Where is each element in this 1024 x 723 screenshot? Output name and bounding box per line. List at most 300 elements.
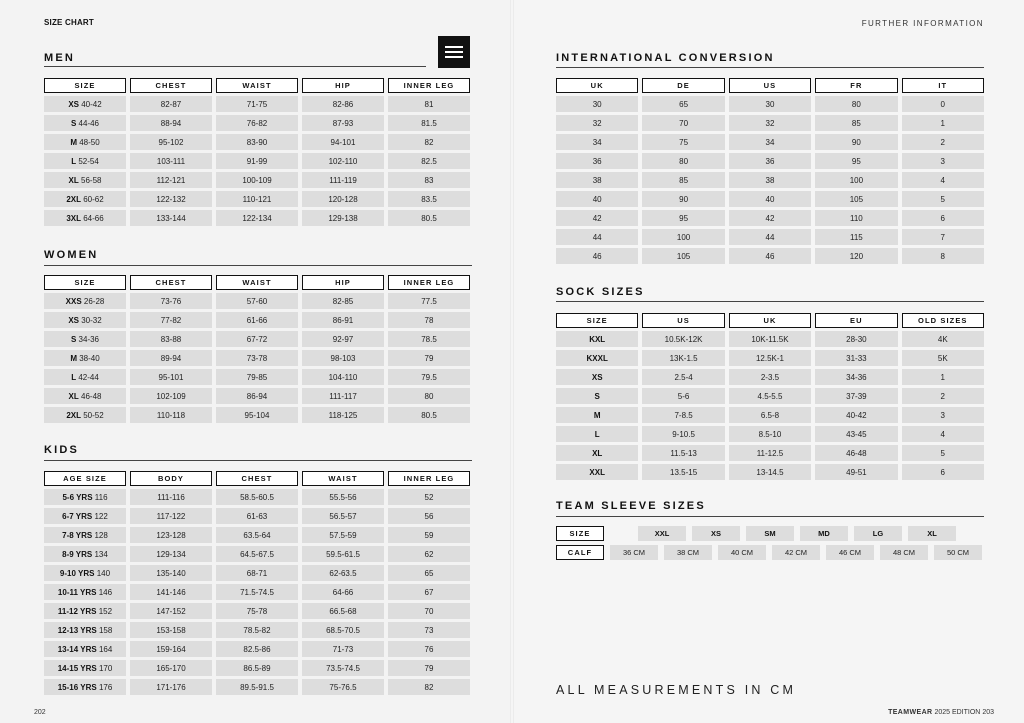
table-cell: 153-158 xyxy=(130,622,212,638)
men-col-header: HIP xyxy=(302,78,384,93)
table-cell: 129-138 xyxy=(302,210,384,226)
men-col-header: WAIST xyxy=(216,78,298,93)
women-col-header: HIP xyxy=(302,275,384,290)
table-row xyxy=(556,407,984,423)
table-cell: 79 xyxy=(388,660,470,676)
table-cell: 49-51 xyxy=(815,464,897,480)
size-range: 40-42 xyxy=(81,99,102,109)
sleeve-calf-cell: 40 CM xyxy=(718,545,766,560)
size-range: 38-40 xyxy=(79,353,100,363)
kids-size-cell xyxy=(44,622,126,638)
table-row xyxy=(44,603,470,619)
women-table xyxy=(40,272,474,426)
table-cell: 4.5-5.5 xyxy=(729,388,811,404)
size-range: 50-52 xyxy=(83,410,104,420)
table-row xyxy=(556,210,984,226)
kids-size-cell xyxy=(44,603,126,619)
women-size-cell xyxy=(44,407,126,423)
size-range: 60-62 xyxy=(83,194,104,204)
team-sleeve-sizes-title: TEAM SLEEVE SIZES xyxy=(556,500,706,512)
kids-size-cell xyxy=(44,527,126,543)
table-cell: 110-118 xyxy=(130,407,212,423)
table-cell: 147-152 xyxy=(130,603,212,619)
table-cell: 81.5 xyxy=(388,115,470,131)
table-cell xyxy=(556,426,638,442)
table-cell: 4 xyxy=(902,172,984,188)
table-cell: 55.5-56 xyxy=(302,489,384,505)
table-cell: 56 xyxy=(388,508,470,524)
socks-col-header: EU xyxy=(815,313,897,328)
page-number-right: 203 xyxy=(982,709,994,716)
size-label: S xyxy=(70,118,77,128)
table-cell: 78 xyxy=(388,312,470,328)
table-cell: 73 xyxy=(388,622,470,638)
table-cell: 82 xyxy=(388,679,470,695)
size-label: 8-9 YRS xyxy=(62,549,93,559)
table-cell: 46 xyxy=(729,248,811,264)
kids-header-row xyxy=(44,471,470,486)
women-size-cell xyxy=(44,293,126,309)
table-cell: 44 xyxy=(556,229,638,245)
size-label: 9-10 YRS xyxy=(59,568,95,578)
size-range: 56-58 xyxy=(81,175,102,185)
table-cell: 90 xyxy=(815,134,897,150)
size-label: 3XL xyxy=(66,213,81,223)
table-cell: 100 xyxy=(642,229,724,245)
size-range: 176 xyxy=(98,682,113,692)
size-range: 48-50 xyxy=(79,137,100,147)
table-row xyxy=(556,229,984,245)
table-cell: 62 xyxy=(388,546,470,562)
table-cell: 7 xyxy=(902,229,984,245)
women-size-cell xyxy=(44,388,126,404)
table-row xyxy=(44,350,470,366)
table-cell: 79 xyxy=(388,350,470,366)
intl-col-header: IT xyxy=(902,78,984,93)
table-cell: 0 xyxy=(902,96,984,112)
table-cell: 78.5 xyxy=(388,331,470,347)
menu-icon[interactable] xyxy=(438,36,470,68)
table-cell: 165-170 xyxy=(130,660,212,676)
table-row xyxy=(44,331,470,347)
table-cell: 118-125 xyxy=(302,407,384,423)
table-cell: 86.5-89 xyxy=(216,660,298,676)
table-cell xyxy=(556,331,638,347)
size-label: XXS xyxy=(65,296,82,306)
size-label: 2XL xyxy=(66,194,81,204)
sock-sizes-table xyxy=(552,310,988,483)
table-cell: 34 xyxy=(556,134,638,150)
table-cell: 95 xyxy=(815,153,897,169)
table-cell: 105 xyxy=(815,191,897,207)
table-cell: 110-121 xyxy=(216,191,298,207)
table-cell: 68.5-70.5 xyxy=(302,622,384,638)
brand-name: TEAMWEAR xyxy=(888,709,933,716)
men-size-cell xyxy=(44,172,126,188)
table-row xyxy=(44,312,470,328)
table-cell: 83-88 xyxy=(130,331,212,347)
table-row xyxy=(44,565,470,581)
page-gutter xyxy=(510,0,514,723)
men-col-header: SIZE xyxy=(44,78,126,93)
size-range: 52-54 xyxy=(78,156,99,166)
size-label: 12-13 YRS xyxy=(57,625,97,635)
table-cell: 81 xyxy=(388,96,470,112)
men-title: MEN xyxy=(44,52,76,64)
socks-col-header: UK xyxy=(729,313,811,328)
table-cell: 104-110 xyxy=(302,369,384,385)
table-cell: 2-3.5 xyxy=(729,369,811,385)
sleeve-calf-cell: 48 CM xyxy=(880,545,928,560)
table-cell: 82-87 xyxy=(130,96,212,112)
edition-label: 2025 EDITION xyxy=(934,709,981,716)
table-cell: 8 xyxy=(902,248,984,264)
table-cell: 122-134 xyxy=(216,210,298,226)
table-cell: 82-85 xyxy=(302,293,384,309)
table-cell: 36 xyxy=(556,153,638,169)
size-label: XS xyxy=(68,315,79,325)
table-row xyxy=(44,660,470,676)
table-cell: 112-121 xyxy=(130,172,212,188)
table-cell: 87-93 xyxy=(302,115,384,131)
size-label: 5-6 YRS xyxy=(62,492,93,502)
international-conversion-table xyxy=(552,75,988,267)
sleeve-size-cell: XXL xyxy=(638,526,686,541)
table-row xyxy=(556,369,984,385)
table-cell: 6 xyxy=(902,464,984,480)
table-cell: 82.5 xyxy=(388,153,470,169)
table-cell: 117-122 xyxy=(130,508,212,524)
table-cell: 38 xyxy=(556,172,638,188)
table-cell: 38 xyxy=(729,172,811,188)
table-cell: 58.5-60.5 xyxy=(216,489,298,505)
table-cell: 10.5K-12K xyxy=(642,331,724,347)
table-cell: 42 xyxy=(729,210,811,226)
women-col-header: SIZE xyxy=(44,275,126,290)
table-cell: 10K-11.5K xyxy=(729,331,811,347)
table-cell: 85 xyxy=(642,172,724,188)
table-cell: 40-42 xyxy=(815,407,897,423)
size-range: 122 xyxy=(94,511,108,521)
table-cell: 105 xyxy=(642,248,724,264)
international-rule xyxy=(556,67,984,68)
table-cell: 3 xyxy=(902,407,984,423)
table-row xyxy=(44,679,470,695)
size-label: XL xyxy=(68,175,79,185)
table-row xyxy=(44,369,470,385)
table-cell: 36 xyxy=(729,153,811,169)
table-cell: 95-102 xyxy=(130,134,212,150)
table-cell: 92-97 xyxy=(302,331,384,347)
table-cell: 4K xyxy=(902,331,984,347)
page-footer-right xyxy=(888,709,994,716)
table-cell: 63.5-64 xyxy=(216,527,298,543)
women-col-header: CHEST xyxy=(130,275,212,290)
table-cell: 32 xyxy=(556,115,638,131)
table-cell: 13.5-15 xyxy=(642,464,724,480)
table-row xyxy=(556,426,984,442)
sock-sizes-rule xyxy=(556,301,984,302)
men-rule xyxy=(44,66,426,67)
kids-size-cell xyxy=(44,489,126,505)
table-cell: 88-94 xyxy=(130,115,212,131)
men-size-cell xyxy=(44,191,126,207)
size-label: XL xyxy=(68,391,79,401)
size-label: 7-8 YRS xyxy=(62,530,93,540)
table-row xyxy=(44,134,470,150)
table-cell: 159-164 xyxy=(130,641,212,657)
table-row xyxy=(44,293,470,309)
table-cell: 2 xyxy=(902,388,984,404)
size-range: 140 xyxy=(96,568,111,578)
measurements-note: ALL MEASUREMENTS IN CM xyxy=(556,683,797,697)
table-cell: 77.5 xyxy=(388,293,470,309)
table-cell: 1 xyxy=(902,115,984,131)
table-cell: 73-76 xyxy=(130,293,212,309)
men-header-row xyxy=(44,78,470,93)
table-cell: 56.5-57 xyxy=(302,508,384,524)
table-row xyxy=(44,115,470,131)
women-size-cell xyxy=(44,312,126,328)
size-range: 64-66 xyxy=(83,213,104,223)
table-row xyxy=(556,350,984,366)
table-cell: 100 xyxy=(815,172,897,188)
table-cell: 94-101 xyxy=(302,134,384,150)
table-cell: 70 xyxy=(388,603,470,619)
size-label: L xyxy=(71,156,77,166)
table-cell: 100-109 xyxy=(216,172,298,188)
table-cell: 7-8.5 xyxy=(642,407,724,423)
kids-col-header: WAIST xyxy=(302,471,384,486)
women-header-row xyxy=(44,275,470,290)
kids-col-header: INNER LEG xyxy=(388,471,470,486)
table-cell: 43-45 xyxy=(815,426,897,442)
sleeve-size-cell: LG xyxy=(854,526,902,541)
table-cell: 37-39 xyxy=(815,388,897,404)
table-cell: 46-48 xyxy=(815,445,897,461)
table-cell: 67-72 xyxy=(216,331,298,347)
table-cell: 40 xyxy=(556,191,638,207)
women-col-header: WAIST xyxy=(216,275,298,290)
table-cell: 6.5-8 xyxy=(729,407,811,423)
table-cell: 65 xyxy=(642,96,724,112)
table-cell: 83 xyxy=(388,172,470,188)
sleeve-calf-cell: 36 CM xyxy=(610,545,658,560)
table-row xyxy=(556,153,984,169)
table-cell: 86-94 xyxy=(216,388,298,404)
table-cell: 83.5 xyxy=(388,191,470,207)
size-label: M xyxy=(593,410,601,420)
women-size-cell xyxy=(44,331,126,347)
table-cell: 85 xyxy=(815,115,897,131)
women-col-header: INNER LEG xyxy=(388,275,470,290)
size-range: 30-32 xyxy=(81,315,102,325)
size-range: 46-48 xyxy=(81,391,102,401)
table-cell: 78.5-82 xyxy=(216,622,298,638)
table-cell: 66.5-68 xyxy=(302,603,384,619)
table-cell: 80 xyxy=(815,96,897,112)
team-sleeve-rule xyxy=(556,516,984,517)
intl-col-header: UK xyxy=(556,78,638,93)
table-row xyxy=(556,464,984,480)
table-cell: 111-119 xyxy=(302,172,384,188)
size-range: 152 xyxy=(98,606,113,616)
table-cell: 80.5 xyxy=(388,407,470,423)
socks-header-row xyxy=(556,313,984,328)
table-cell: 6 xyxy=(902,210,984,226)
international-conversion-title: INTERNATIONAL CONVERSION xyxy=(556,52,775,64)
kids-title: KIDS xyxy=(44,444,80,456)
size-chart-header: SIZE CHART xyxy=(44,18,94,27)
size-label: 6-7 YRS xyxy=(62,511,93,521)
table-row xyxy=(556,96,984,112)
kids-col-header: BODY xyxy=(130,471,212,486)
women-size-cell xyxy=(44,369,126,385)
table-row xyxy=(556,331,984,347)
size-range: 34-36 xyxy=(78,334,100,344)
table-cell: 3 xyxy=(902,153,984,169)
table-cell: 71-73 xyxy=(302,641,384,657)
table-cell: 129-134 xyxy=(130,546,212,562)
table-row xyxy=(556,134,984,150)
table-cell: 95-101 xyxy=(130,369,212,385)
size-label: XXL xyxy=(589,467,605,477)
table-cell: 40 xyxy=(729,191,811,207)
table-cell: 8.5-10 xyxy=(729,426,811,442)
size-label: M xyxy=(70,353,77,363)
men-size-cell xyxy=(44,210,126,226)
table-cell: 71-75 xyxy=(216,96,298,112)
table-cell: 30 xyxy=(729,96,811,112)
table-row xyxy=(556,191,984,207)
table-cell: 80.5 xyxy=(388,210,470,226)
table-cell: 5 xyxy=(902,445,984,461)
sock-sizes-title: SOCK SIZES xyxy=(556,286,645,298)
table-cell: 32 xyxy=(729,115,811,131)
table-cell: 59 xyxy=(388,527,470,543)
table-row xyxy=(44,172,470,188)
table-cell: 61-66 xyxy=(216,312,298,328)
table-cell: 120-128 xyxy=(302,191,384,207)
women-size-cell xyxy=(44,350,126,366)
table-row xyxy=(556,115,984,131)
table-cell: 82-86 xyxy=(302,96,384,112)
table-row xyxy=(44,546,470,562)
kids-size-cell xyxy=(44,508,126,524)
kids-size-cell xyxy=(44,660,126,676)
table-cell: 133-144 xyxy=(130,210,212,226)
intl-col-header: FR xyxy=(815,78,897,93)
table-cell: 89.5-91.5 xyxy=(216,679,298,695)
table-cell: 73.5-74.5 xyxy=(302,660,384,676)
size-label: S xyxy=(594,391,600,401)
table-row xyxy=(44,641,470,657)
table-cell: 102-109 xyxy=(130,388,212,404)
size-range: 128 xyxy=(94,530,108,540)
table-row xyxy=(44,622,470,638)
size-range: 170 xyxy=(98,663,113,673)
size-label: XS xyxy=(68,99,79,109)
size-label: L xyxy=(71,372,77,382)
table-cell: 83-90 xyxy=(216,134,298,150)
table-cell: 95 xyxy=(642,210,724,226)
sleeve-size-cell: SM xyxy=(746,526,794,541)
table-cell: 57.5-59 xyxy=(302,527,384,543)
size-label: KXL xyxy=(589,334,606,344)
size-range: 42-44 xyxy=(78,372,99,382)
table-row xyxy=(44,96,470,112)
table-cell xyxy=(556,388,638,404)
kids-size-cell xyxy=(44,546,126,562)
sleeve-size-cell: XL xyxy=(908,526,956,541)
size-label: XS xyxy=(591,372,603,382)
table-cell: 120 xyxy=(815,248,897,264)
further-information-header: FURTHER INFORMATION xyxy=(861,19,984,28)
table-row xyxy=(44,527,470,543)
table-cell: 82.5-86 xyxy=(216,641,298,657)
size-label: 14-15 YRS xyxy=(57,663,97,673)
table-cell: 122-132 xyxy=(130,191,212,207)
table-cell xyxy=(556,350,638,366)
sleeve-calf-cell: 38 CM xyxy=(664,545,712,560)
table-cell: 64.5-67.5 xyxy=(216,546,298,562)
size-range: 134 xyxy=(94,549,108,559)
sleeve-calf-cell: 46 CM xyxy=(826,545,874,560)
men-size-cell xyxy=(44,134,126,150)
table-row xyxy=(44,508,470,524)
socks-col-header: OLD SIZES xyxy=(902,313,984,328)
size-label: 2XL xyxy=(66,410,81,420)
table-cell: 5K xyxy=(902,350,984,366)
table-cell: 80 xyxy=(642,153,724,169)
table-cell: 12.5K-1 xyxy=(729,350,811,366)
table-cell xyxy=(556,445,638,461)
table-cell: 42 xyxy=(556,210,638,226)
sleeve-size-cell: MD xyxy=(800,526,848,541)
men-col-header: CHEST xyxy=(130,78,212,93)
table-cell: 30 xyxy=(556,96,638,112)
table-cell: 110 xyxy=(815,210,897,226)
table-cell: 59.5-61.5 xyxy=(302,546,384,562)
table-cell: 68-71 xyxy=(216,565,298,581)
table-cell xyxy=(556,369,638,385)
table-cell: 98-103 xyxy=(302,350,384,366)
socks-col-header: US xyxy=(642,313,724,328)
kids-table xyxy=(40,468,474,698)
table-cell: 1 xyxy=(902,369,984,385)
sleeve-calf-label: CALF xyxy=(556,545,604,560)
women-title: WOMEN xyxy=(44,249,99,261)
table-cell: 13-14.5 xyxy=(729,464,811,480)
socks-col-header: SIZE xyxy=(556,313,638,328)
size-label: KXXL xyxy=(586,353,608,363)
table-row xyxy=(556,388,984,404)
table-row xyxy=(556,445,984,461)
table-cell: 5-6 xyxy=(642,388,724,404)
men-size-cell xyxy=(44,153,126,169)
table-row xyxy=(556,172,984,188)
table-cell: 4 xyxy=(902,426,984,442)
table-cell: 123-128 xyxy=(130,527,212,543)
table-cell: 75-78 xyxy=(216,603,298,619)
table-cell: 76 xyxy=(388,641,470,657)
women-rule xyxy=(44,265,472,266)
men-size-cell xyxy=(44,96,126,112)
size-range: 146 xyxy=(98,587,113,597)
table-cell: 2 xyxy=(902,134,984,150)
table-cell: 11-12.5 xyxy=(729,445,811,461)
sleeve-calf-cell: 42 CM xyxy=(772,545,820,560)
